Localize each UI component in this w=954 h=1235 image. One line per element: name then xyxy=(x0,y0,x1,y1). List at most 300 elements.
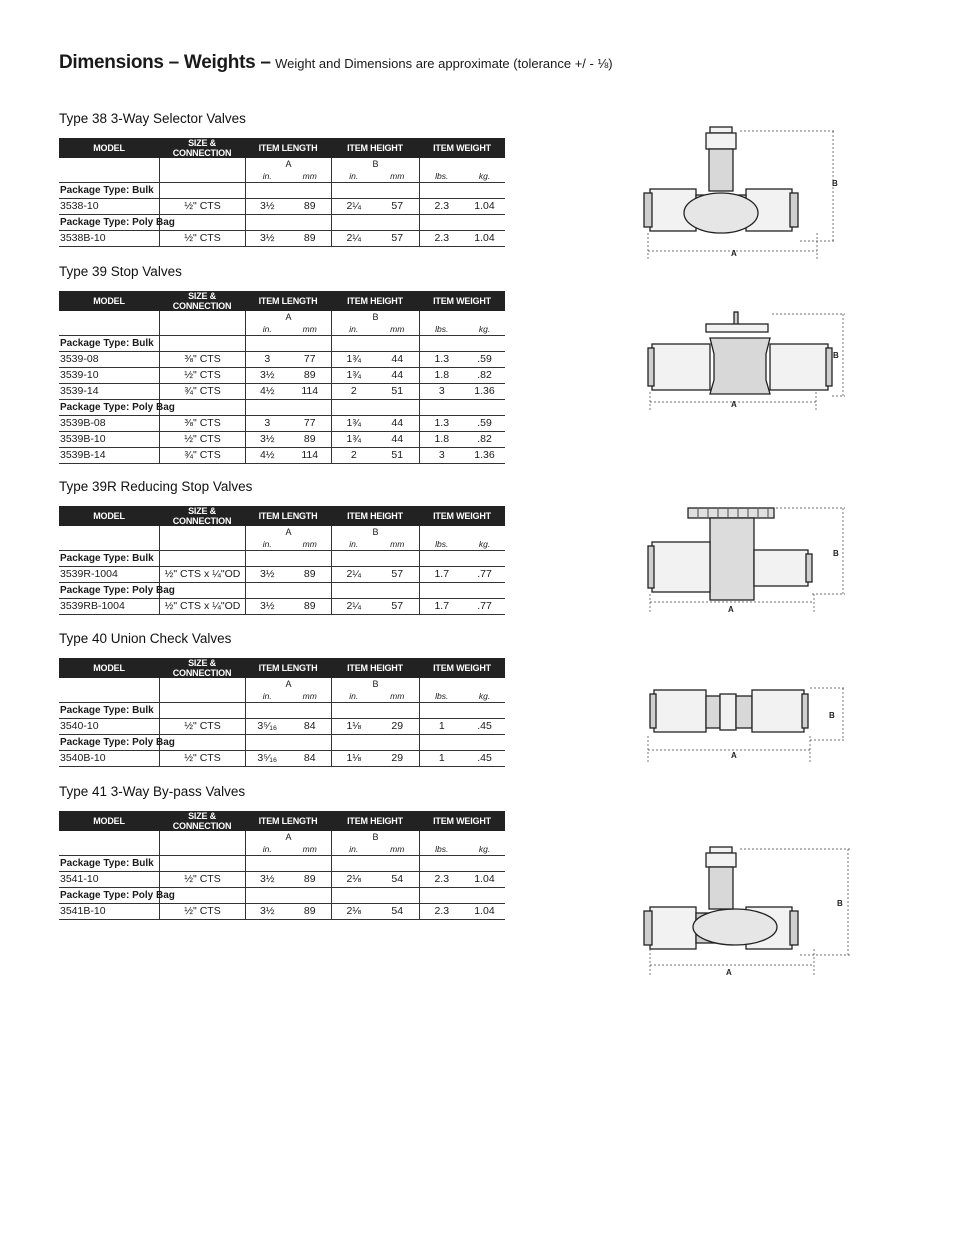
package-type-row xyxy=(59,400,505,416)
subheader-blank xyxy=(159,526,245,538)
subheader-b: B xyxy=(331,158,419,170)
package-type-label: Package Type: Bulk xyxy=(59,336,159,352)
section-title: Type 38 3-Way Selector Valves xyxy=(59,111,246,126)
diagram-label-b: B xyxy=(832,179,838,188)
cell-weight-kg: .59 xyxy=(463,416,505,432)
diagram-type-40 xyxy=(640,680,855,770)
package-type-label: Package Type: Poly Bag xyxy=(59,215,159,231)
package-type-row xyxy=(59,888,505,904)
cell-length-in: 3½ xyxy=(245,567,288,583)
cell-height-in: 2⅛ xyxy=(331,872,375,888)
table-row xyxy=(59,416,505,432)
cell-size: ½" CTS xyxy=(159,368,245,384)
header-model: MODEL xyxy=(59,138,159,158)
table-row xyxy=(59,384,505,400)
cell-size: ½" CTS xyxy=(159,872,245,888)
package-blank xyxy=(245,735,331,751)
dimensions-table xyxy=(59,811,505,920)
subheader-blank xyxy=(159,831,245,843)
package-type-label: Package Type: Bulk xyxy=(59,703,159,719)
cell-weight-lbs: 2.3 xyxy=(419,231,463,247)
cell-height-in: 2¼ xyxy=(331,567,375,583)
subheader-blank xyxy=(159,158,245,170)
subheader-blank xyxy=(59,831,159,843)
package-blank xyxy=(331,703,419,719)
package-blank xyxy=(159,183,245,199)
cell-length-in: 4½ xyxy=(245,448,288,464)
cell-size: ½" CTS xyxy=(159,231,245,247)
table-header-row xyxy=(59,291,505,311)
diagram-label-b: B xyxy=(833,549,839,558)
unit-kg: kg. xyxy=(463,690,505,703)
package-blank xyxy=(245,183,331,199)
table-subheader-row xyxy=(59,678,505,690)
diagram-label-b: B xyxy=(829,711,835,720)
cell-length-mm: 89 xyxy=(288,199,331,215)
package-blank xyxy=(331,183,419,199)
table-row xyxy=(59,872,505,888)
unit-mm: mm xyxy=(375,843,419,856)
diagram-label-a: A xyxy=(731,249,737,258)
table-header-row xyxy=(59,658,505,678)
package-blank xyxy=(331,336,419,352)
table-units-row xyxy=(59,843,505,856)
subheader-a: A xyxy=(245,678,331,690)
section-type-41 xyxy=(59,784,505,920)
units-blank xyxy=(59,843,159,856)
package-type-label: Package Type: Bulk xyxy=(59,551,159,567)
package-type-label: Package Type: Bulk xyxy=(59,856,159,872)
cell-height-mm: 57 xyxy=(375,231,419,247)
diagram-label-b: B xyxy=(837,899,843,908)
unit-mm: mm xyxy=(375,170,419,183)
units-blank xyxy=(59,538,159,551)
package-blank xyxy=(331,551,419,567)
cell-length-mm: 114 xyxy=(288,384,331,400)
cell-height-mm: 51 xyxy=(375,384,419,400)
unit-mm: mm xyxy=(375,538,419,551)
cell-length-in: 3½ xyxy=(245,231,288,247)
units-blank xyxy=(59,170,159,183)
package-blank xyxy=(331,215,419,231)
cell-model: 3539-14 xyxy=(59,384,159,400)
subheader-blank xyxy=(419,526,505,538)
section-type-39r xyxy=(59,479,505,615)
package-type-row xyxy=(59,735,505,751)
subheader-blank xyxy=(59,158,159,170)
unit-lbs: lbs. xyxy=(419,538,463,551)
cell-weight-lbs: 3 xyxy=(419,384,463,400)
table-units-row xyxy=(59,690,505,703)
header-length: ITEM LENGTH xyxy=(245,658,331,678)
cell-weight-lbs: 1.7 xyxy=(419,567,463,583)
package-blank xyxy=(419,735,505,751)
cell-height-mm: 51 xyxy=(375,448,419,464)
unit-in: in. xyxy=(331,538,375,551)
subheader-b: B xyxy=(331,831,419,843)
subheader-a: A xyxy=(245,311,331,323)
cell-length-in: 3½ xyxy=(245,199,288,215)
cell-length-mm: 89 xyxy=(288,599,331,615)
package-blank xyxy=(419,583,505,599)
table-units-row xyxy=(59,323,505,336)
cell-weight-lbs: 2.3 xyxy=(419,872,463,888)
cell-height-mm: 44 xyxy=(375,368,419,384)
section-title: Type 41 3-Way By-pass Valves xyxy=(59,784,246,799)
unit-mm: mm xyxy=(288,170,331,183)
table-row xyxy=(59,448,505,464)
cell-size: ½" CTS x ¼"OD xyxy=(159,567,245,583)
diagram-type-39r xyxy=(640,500,855,620)
cell-height-in: 2 xyxy=(331,448,375,464)
header-weight: ITEM WEIGHT xyxy=(419,658,505,678)
unit-kg: kg. xyxy=(463,843,505,856)
cell-height-mm: 57 xyxy=(375,599,419,615)
package-type-label: Package Type: Poly Bag xyxy=(59,583,159,599)
header-model: MODEL xyxy=(59,291,159,311)
package-blank xyxy=(159,856,245,872)
dimensions-table xyxy=(59,138,505,247)
cell-length-in: 3 xyxy=(245,416,288,432)
package-blank xyxy=(245,583,331,599)
cell-weight-kg: .77 xyxy=(463,599,505,615)
header-length: ITEM LENGTH xyxy=(245,291,331,311)
cell-length-mm: 89 xyxy=(288,904,331,920)
subheader-a: A xyxy=(245,158,331,170)
package-blank xyxy=(419,703,505,719)
subheader-a: A xyxy=(245,831,331,843)
cell-model: 3539RB-1004 xyxy=(59,599,159,615)
header-weight: ITEM WEIGHT xyxy=(419,291,505,311)
units-blank xyxy=(159,690,245,703)
cell-height-mm: 57 xyxy=(375,199,419,215)
cell-model: 3539B-08 xyxy=(59,416,159,432)
cell-weight-kg: 1.04 xyxy=(463,904,505,920)
table-subheader-row xyxy=(59,158,505,170)
cell-length-mm: 89 xyxy=(288,432,331,448)
table-row xyxy=(59,352,505,368)
dimensions-table xyxy=(59,658,505,767)
package-blank xyxy=(245,336,331,352)
cell-length-mm: 84 xyxy=(288,719,331,735)
header-model: MODEL xyxy=(59,506,159,526)
cell-weight-lbs: 1.3 xyxy=(419,416,463,432)
table-row xyxy=(59,199,505,215)
diagram-type-38 xyxy=(640,125,855,265)
package-blank xyxy=(245,856,331,872)
cell-length-mm: 89 xyxy=(288,368,331,384)
subheader-b: B xyxy=(331,311,419,323)
unit-in: in. xyxy=(245,843,288,856)
cell-length-in: 3⁵⁄₁₆ xyxy=(245,751,288,767)
table-row xyxy=(59,231,505,247)
cell-model: 3539B-14 xyxy=(59,448,159,464)
subheader-blank xyxy=(59,678,159,690)
header-size: SIZE & CONNECTION xyxy=(159,658,245,678)
section-title: Type 40 Union Check Valves xyxy=(59,631,232,646)
subheader-blank xyxy=(419,158,505,170)
cell-length-mm: 114 xyxy=(288,448,331,464)
cell-height-in: 1¾ xyxy=(331,368,375,384)
unit-mm: mm xyxy=(288,538,331,551)
cell-height-in: 1⅛ xyxy=(331,751,375,767)
cell-model: 3540B-10 xyxy=(59,751,159,767)
package-type-label: Package Type: Poly Bag xyxy=(59,888,159,904)
cell-height-in: 2¼ xyxy=(331,599,375,615)
unit-kg: kg. xyxy=(463,538,505,551)
cell-height-in: 2¼ xyxy=(331,199,375,215)
subheader-b: B xyxy=(331,526,419,538)
unit-in: in. xyxy=(331,843,375,856)
cell-model: 3539-08 xyxy=(59,352,159,368)
package-blank xyxy=(245,215,331,231)
package-blank xyxy=(159,703,245,719)
cell-size: ½" CTS xyxy=(159,199,245,215)
package-blank xyxy=(419,551,505,567)
page-title-subtitle: Weight and Dimensions are approximate (tolerance +/ - ⅛) xyxy=(275,56,613,71)
diagram-label-b: B xyxy=(833,351,839,360)
section-type-38 xyxy=(59,111,505,247)
unit-mm: mm xyxy=(375,690,419,703)
package-blank xyxy=(419,888,505,904)
package-blank xyxy=(159,336,245,352)
unit-kg: kg. xyxy=(463,323,505,336)
table-units-row xyxy=(59,538,505,551)
package-type-row xyxy=(59,215,505,231)
table-subheader-row xyxy=(59,311,505,323)
unit-mm: mm xyxy=(288,843,331,856)
cell-weight-lbs: 3 xyxy=(419,448,463,464)
unit-kg: kg. xyxy=(463,170,505,183)
cell-size: ½" CTS xyxy=(159,751,245,767)
header-model: MODEL xyxy=(59,658,159,678)
cell-length-mm: 77 xyxy=(288,416,331,432)
header-height: ITEM HEIGHT xyxy=(331,811,419,831)
cell-length-in: 3⁵⁄₁₆ xyxy=(245,719,288,735)
cell-length-mm: 89 xyxy=(288,231,331,247)
unit-lbs: lbs. xyxy=(419,843,463,856)
subheader-blank xyxy=(59,311,159,323)
cell-weight-kg: .45 xyxy=(463,719,505,735)
header-length: ITEM LENGTH xyxy=(245,506,331,526)
package-blank xyxy=(245,888,331,904)
cell-model: 3541-10 xyxy=(59,872,159,888)
package-blank xyxy=(419,856,505,872)
unit-mm: mm xyxy=(288,323,331,336)
package-blank xyxy=(419,215,505,231)
subheader-a: A xyxy=(245,526,331,538)
header-height: ITEM HEIGHT xyxy=(331,506,419,526)
header-height: ITEM HEIGHT xyxy=(331,658,419,678)
diagram-type-39 xyxy=(640,308,855,418)
header-size: SIZE & CONNECTION xyxy=(159,291,245,311)
cell-height-mm: 44 xyxy=(375,432,419,448)
unit-mm: mm xyxy=(288,690,331,703)
package-blank xyxy=(331,400,419,416)
cell-weight-lbs: 2.3 xyxy=(419,904,463,920)
header-height: ITEM HEIGHT xyxy=(331,291,419,311)
table-header-row xyxy=(59,506,505,526)
cell-height-in: 2⅛ xyxy=(331,904,375,920)
cell-height-mm: 44 xyxy=(375,352,419,368)
package-blank xyxy=(419,400,505,416)
section-title: Type 39R Reducing Stop Valves xyxy=(59,479,253,494)
cell-length-mm: 89 xyxy=(288,567,331,583)
cell-size: ½" CTS xyxy=(159,904,245,920)
dimensions-table xyxy=(59,506,505,615)
cell-model: 3538B-10 xyxy=(59,231,159,247)
cell-height-mm: 57 xyxy=(375,567,419,583)
cell-model: 3540-10 xyxy=(59,719,159,735)
package-blank xyxy=(331,735,419,751)
table-row xyxy=(59,368,505,384)
units-blank xyxy=(159,323,245,336)
cell-length-in: 3½ xyxy=(245,599,288,615)
cell-size: ⅜" CTS xyxy=(159,416,245,432)
cell-weight-lbs: 1.8 xyxy=(419,368,463,384)
cell-weight-kg: .59 xyxy=(463,352,505,368)
cell-weight-lbs: 1 xyxy=(419,751,463,767)
package-blank xyxy=(331,583,419,599)
unit-lbs: lbs. xyxy=(419,323,463,336)
table-header-row xyxy=(59,138,505,158)
cell-weight-lbs: 1.8 xyxy=(419,432,463,448)
header-weight: ITEM WEIGHT xyxy=(419,138,505,158)
cell-weight-kg: .82 xyxy=(463,432,505,448)
cell-length-in: 4½ xyxy=(245,384,288,400)
cell-weight-lbs: 1.3 xyxy=(419,352,463,368)
units-blank xyxy=(59,690,159,703)
cell-height-mm: 54 xyxy=(375,872,419,888)
unit-mm: mm xyxy=(375,323,419,336)
header-weight: ITEM WEIGHT xyxy=(419,811,505,831)
header-length: ITEM LENGTH xyxy=(245,138,331,158)
table-row xyxy=(59,751,505,767)
package-type-row xyxy=(59,856,505,872)
cell-height-mm: 29 xyxy=(375,751,419,767)
dimensions-table xyxy=(59,291,505,464)
diagram-type-41 xyxy=(640,843,855,983)
diagram-label-a: A xyxy=(728,605,734,614)
package-type-label: Package Type: Bulk xyxy=(59,183,159,199)
table-subheader-row xyxy=(59,526,505,538)
cell-model: 3539-10 xyxy=(59,368,159,384)
table-row xyxy=(59,567,505,583)
cell-size: ½" CTS x ¼"OD xyxy=(159,599,245,615)
unit-in: in. xyxy=(331,323,375,336)
header-size: SIZE & CONNECTION xyxy=(159,506,245,526)
subheader-b: B xyxy=(331,678,419,690)
table-row xyxy=(59,432,505,448)
cell-model: 3539R-1004 xyxy=(59,567,159,583)
cell-height-in: 2 xyxy=(331,384,375,400)
unit-lbs: lbs. xyxy=(419,170,463,183)
section-title: Type 39 Stop Valves xyxy=(59,264,182,279)
cell-length-in: 3½ xyxy=(245,904,288,920)
cell-height-in: 1¾ xyxy=(331,352,375,368)
cell-length-in: 3½ xyxy=(245,872,288,888)
cell-weight-lbs: 2.3 xyxy=(419,199,463,215)
subheader-blank xyxy=(59,526,159,538)
cell-length-in: 3½ xyxy=(245,432,288,448)
cell-weight-kg: 1.04 xyxy=(463,199,505,215)
header-height: ITEM HEIGHT xyxy=(331,138,419,158)
cell-weight-kg: .82 xyxy=(463,368,505,384)
cell-weight-lbs: 1 xyxy=(419,719,463,735)
subheader-blank xyxy=(159,311,245,323)
units-blank xyxy=(159,538,245,551)
subheader-blank xyxy=(419,678,505,690)
cell-model: 3541B-10 xyxy=(59,904,159,920)
package-type-row xyxy=(59,336,505,352)
package-type-row xyxy=(59,583,505,599)
cell-size: ¾" CTS xyxy=(159,448,245,464)
cell-weight-kg: 1.36 xyxy=(463,384,505,400)
diagram-label-a: A xyxy=(731,400,737,409)
unit-lbs: lbs. xyxy=(419,690,463,703)
subheader-blank xyxy=(159,678,245,690)
package-blank xyxy=(245,703,331,719)
table-header-row xyxy=(59,811,505,831)
package-type-label: Package Type: Poly Bag xyxy=(59,400,159,416)
cell-height-mm: 44 xyxy=(375,416,419,432)
units-blank xyxy=(159,170,245,183)
cell-length-in: 3 xyxy=(245,352,288,368)
units-blank xyxy=(59,323,159,336)
header-size: SIZE & CONNECTION xyxy=(159,138,245,158)
header-size: SIZE & CONNECTION xyxy=(159,811,245,831)
package-type-label: Package Type: Poly Bag xyxy=(59,735,159,751)
cell-size: ⅜" CTS xyxy=(159,352,245,368)
page-title xyxy=(59,52,613,74)
cell-length-mm: 89 xyxy=(288,872,331,888)
package-blank xyxy=(419,336,505,352)
diagram-label-a: A xyxy=(731,751,737,760)
page-title-main: Dimensions – Weights – xyxy=(59,52,271,73)
section-type-39 xyxy=(59,264,505,464)
cell-height-in: 1¾ xyxy=(331,432,375,448)
unit-in: in. xyxy=(245,323,288,336)
package-blank xyxy=(331,856,419,872)
cell-model: 3538-10 xyxy=(59,199,159,215)
cell-height-in: 2¼ xyxy=(331,231,375,247)
cell-weight-kg: .45 xyxy=(463,751,505,767)
unit-in: in. xyxy=(245,690,288,703)
header-weight: ITEM WEIGHT xyxy=(419,506,505,526)
cell-size: ½" CTS xyxy=(159,432,245,448)
cell-length-mm: 77 xyxy=(288,352,331,368)
package-blank xyxy=(331,888,419,904)
subheader-blank xyxy=(419,311,505,323)
package-blank xyxy=(419,183,505,199)
cell-size: ½" CTS xyxy=(159,719,245,735)
unit-in: in. xyxy=(331,690,375,703)
diagram-label-a: A xyxy=(726,968,732,977)
cell-weight-kg: 1.36 xyxy=(463,448,505,464)
cell-height-in: 1¾ xyxy=(331,416,375,432)
table-subheader-row xyxy=(59,831,505,843)
cell-weight-kg: 1.04 xyxy=(463,231,505,247)
cell-length-in: 3½ xyxy=(245,368,288,384)
cell-length-mm: 84 xyxy=(288,751,331,767)
units-blank xyxy=(159,843,245,856)
table-row xyxy=(59,904,505,920)
cell-weight-kg: 1.04 xyxy=(463,872,505,888)
cell-height-mm: 29 xyxy=(375,719,419,735)
package-type-row xyxy=(59,551,505,567)
section-type-40 xyxy=(59,631,505,767)
subheader-blank xyxy=(419,831,505,843)
